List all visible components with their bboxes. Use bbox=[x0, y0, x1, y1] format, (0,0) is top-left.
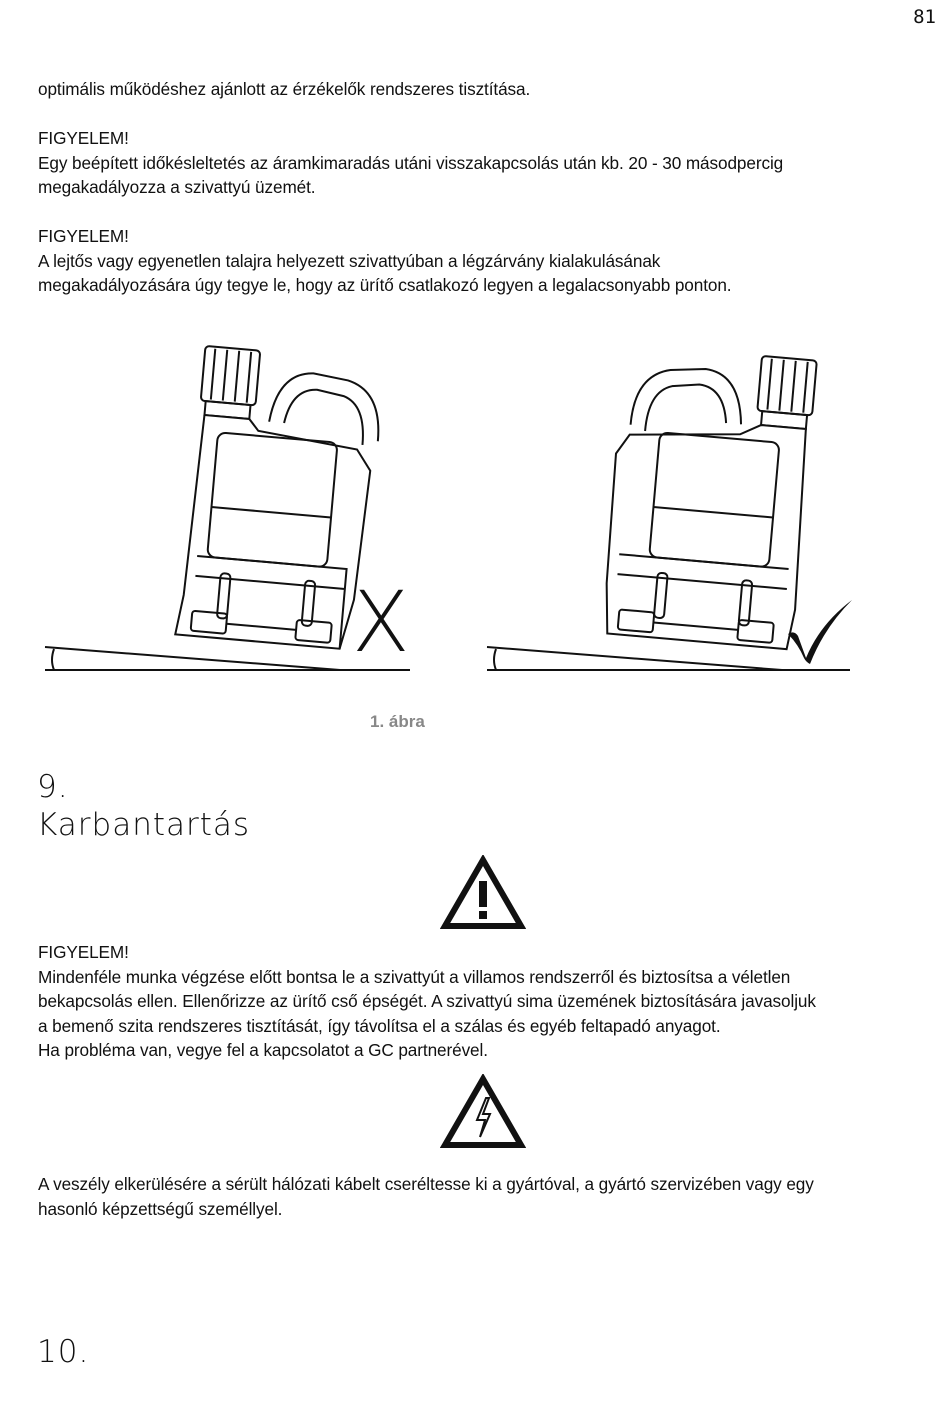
section-number: 9. bbox=[37, 769, 69, 805]
note-text-line: hasonló képzettségű személlyel. bbox=[38, 1198, 283, 1219]
warning-text-line: megakadályozására úgy tegye le, hogy az ürítő csatlakozó legyen a legalacsonyabb ponton. bbox=[38, 275, 732, 295]
warning-text-line: Egy beépített időkésleltetés az áramkimaradás utáni visszakapcsolás után kb. 20 - 30 másodpercig bbox=[38, 152, 784, 173]
warning-text-line: a bemenő szita rendszeres tisztítását, így távolítsa el a szálas és egyéb feltapadó anyagot. bbox=[38, 1015, 721, 1036]
intro-line: optimális működéshez ajánlott az érzékelők rendszeres tisztítása. bbox=[38, 79, 531, 99]
warning-triangle-icon bbox=[440, 855, 526, 931]
section-9-heading bbox=[37, 768, 250, 844]
slope-line bbox=[487, 647, 782, 670]
angle-arc bbox=[52, 649, 54, 670]
section-10-heading bbox=[37, 1333, 89, 1371]
wrong-mark: X bbox=[352, 573, 410, 671]
warning-paragraph-1 bbox=[38, 126, 938, 200]
high-voltage-icon bbox=[440, 1074, 526, 1150]
angle-arc bbox=[494, 649, 496, 670]
section-title: Karbantartás bbox=[37, 807, 251, 843]
warning-label: FIGYELEM! bbox=[38, 942, 129, 962]
warning-text-line: Mindenféle munka végzése előtt bontsa le a szivattyút a villamos rendszerről és biztosítsa a véletlen bbox=[38, 966, 791, 987]
intro-paragraph bbox=[38, 77, 938, 102]
warning-text-line: A lejtős vagy egyenetlen talajra helyezett szivattyúban a légzárvány kialakulásának bbox=[38, 250, 661, 271]
warning-text-line: megakadályozza a szivattyú üzemét. bbox=[38, 177, 316, 197]
cable-note-paragraph bbox=[38, 1172, 938, 1221]
figure-caption: 1. ábra bbox=[370, 712, 425, 731]
page-number: 81 bbox=[913, 6, 936, 28]
warning-text-line: Ha probléma van, vegye fel a kapcsolatot a GC partnerével. bbox=[38, 1040, 488, 1060]
note-text-line: A veszély elkerülésére a sérült hálózati kábelt cseréltesse ki a gyártóval, a gyártó szervizében vagy egy bbox=[38, 1174, 814, 1194]
warning-paragraph-2 bbox=[38, 224, 938, 298]
section-number: 10. bbox=[37, 1334, 90, 1370]
warning-text-line: bekapcsolás ellen. Ellenőrizze az ürítő cső épségét. A szivattyú sima üzemének biztosítására javasoljuk bbox=[38, 991, 816, 1011]
slope-line bbox=[45, 647, 340, 670]
warning-label: FIGYELEM! bbox=[38, 128, 129, 148]
warning-paragraph-3 bbox=[38, 940, 938, 1063]
warning-label: FIGYELEM! bbox=[38, 226, 129, 246]
checkmark-icon bbox=[784, 596, 856, 666]
